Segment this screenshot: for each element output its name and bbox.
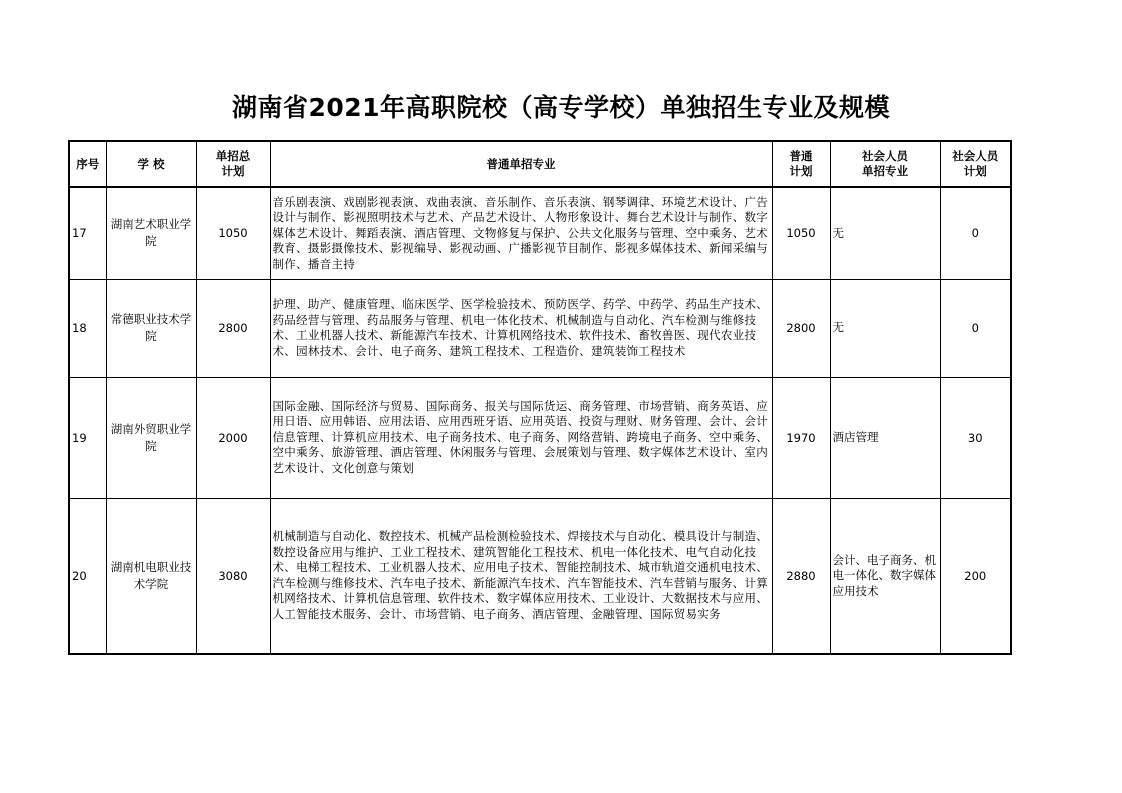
- table-row: [69, 498, 1011, 654]
- cell-social-plan: 0: [940, 187, 1011, 279]
- cell-majors: 护理、助产、健康管理、临床医学、医学检验技术、预防医学、药学、中药学、药品生产技术、药品经营与管理、药品服务与管理、机电一体化技术、机械制造与自动化、汽车检测与维修技术、工业机器人技术、新能源汽车技术、计算机网络技术、软件技术、畜牧兽医、现代农业技术、园林技术、会计、电子商务、建筑工程技术、工程造价、建筑装饰工程技术: [270, 279, 772, 377]
- cell-majors: 机械制造与自动化、数控技术、机械产品检测检验技术、焊接技术与自动化、模具设计与制造、数控设备应用与维护、工业工程技术、建筑智能化工程技术、机电一体化技术、电气自动化技术、电梯工程技术、工业机器人技术、应用电子技术、智能控制技术、城市轨道交通机电技术、汽车检测与维修技术、汽车电子技术、新能源汽车技术、汽车智能技术、汽车营销与服务、计算机网络技术、计算机信息管理、软件技术、数字媒体应用技术、工业设计、大数据技术与应用、人工智能技术服务、会计、市场营销、电子商务、酒店管理、金融管理、国际贸易实务: [270, 498, 772, 654]
- cell-school: 湖南艺术职业学院: [106, 187, 196, 279]
- cell-general-plan: 2880: [772, 498, 830, 654]
- table-row: [69, 377, 1011, 498]
- table-row: [69, 187, 1011, 279]
- header-majors: 普通单招专业: [270, 141, 772, 187]
- cell-total-plan: 2000: [196, 377, 270, 498]
- cell-majors: 音乐剧表演、戏剧影视表演、戏曲表演、音乐制作、音乐表演、钢琴调律、环境艺术设计、广告设计与制作、影视照明技术与艺术、产品艺术设计、人物形象设计、舞台艺术设计与制作、数字媒体艺术设计、舞蹈表演、酒店管理、文物修复与保护、公共文化服务与管理、空中乘务、艺术教育、摄影摄像技术、影视编导、影视动画、广播影视节目制作、影视多媒体技术、新闻采编与制作、播音主持: [270, 187, 772, 279]
- header-total-plan: 单招总 计划: [196, 141, 270, 187]
- table-header-row: [69, 141, 1011, 187]
- cell-general-plan: 1970: [772, 377, 830, 498]
- cell-num: 19: [69, 377, 106, 498]
- cell-social-major: 酒店管理: [830, 377, 940, 498]
- cell-social-plan: 0: [940, 279, 1011, 377]
- table-row: [69, 279, 1011, 377]
- header-social-major: 社会人员 单招专业: [830, 141, 940, 187]
- enrollment-table: [68, 140, 1012, 655]
- cell-general-plan: 2800: [772, 279, 830, 377]
- cell-social-major: 会计、电子商务、机电一体化、数字媒体应用技术: [830, 498, 940, 654]
- cell-social-major: 无: [830, 187, 940, 279]
- cell-num: 17: [69, 187, 106, 279]
- header-social-plan: 社会人员 计划: [940, 141, 1011, 187]
- cell-social-plan: 30: [940, 377, 1011, 498]
- cell-majors: 国际金融、国际经济与贸易、国际商务、报关与国际货运、商务管理、市场营销、商务英语、应用日语、应用韩语、应用法语、应用西班牙语、应用英语、投资与理财、财务管理、会计、会计信息管理、计算机应用技术、电子商务技术、电子商务、网络营销、跨境电子商务、空中乘务、空中乘务、旅游管理、酒店管理、休闲服务与管理、会展策划与管理、数字媒体艺术设计、室内艺术设计、文化创意与策划: [270, 377, 772, 498]
- header-general-plan: 普通 计划: [772, 141, 830, 187]
- header-school: 学 校: [106, 141, 196, 187]
- cell-total-plan: 2800: [196, 279, 270, 377]
- cell-num: 20: [69, 498, 106, 654]
- page-title: 湖南省2021年高职院校（高专学校）单独招生专业及规模: [231, 93, 891, 122]
- cell-social-major: 无: [830, 279, 940, 377]
- cell-total-plan: 3080: [196, 498, 270, 654]
- cell-general-plan: 1050: [772, 187, 830, 279]
- cell-school: 湖南机电职业技术学院: [106, 498, 196, 654]
- header-num: 序号: [69, 141, 106, 187]
- cell-social-plan: 200: [940, 498, 1011, 654]
- cell-num: 18: [69, 279, 106, 377]
- cell-school: 常德职业技术学院: [106, 279, 196, 377]
- cell-total-plan: 1050: [196, 187, 270, 279]
- cell-school: 湖南外贸职业学院: [106, 377, 196, 498]
